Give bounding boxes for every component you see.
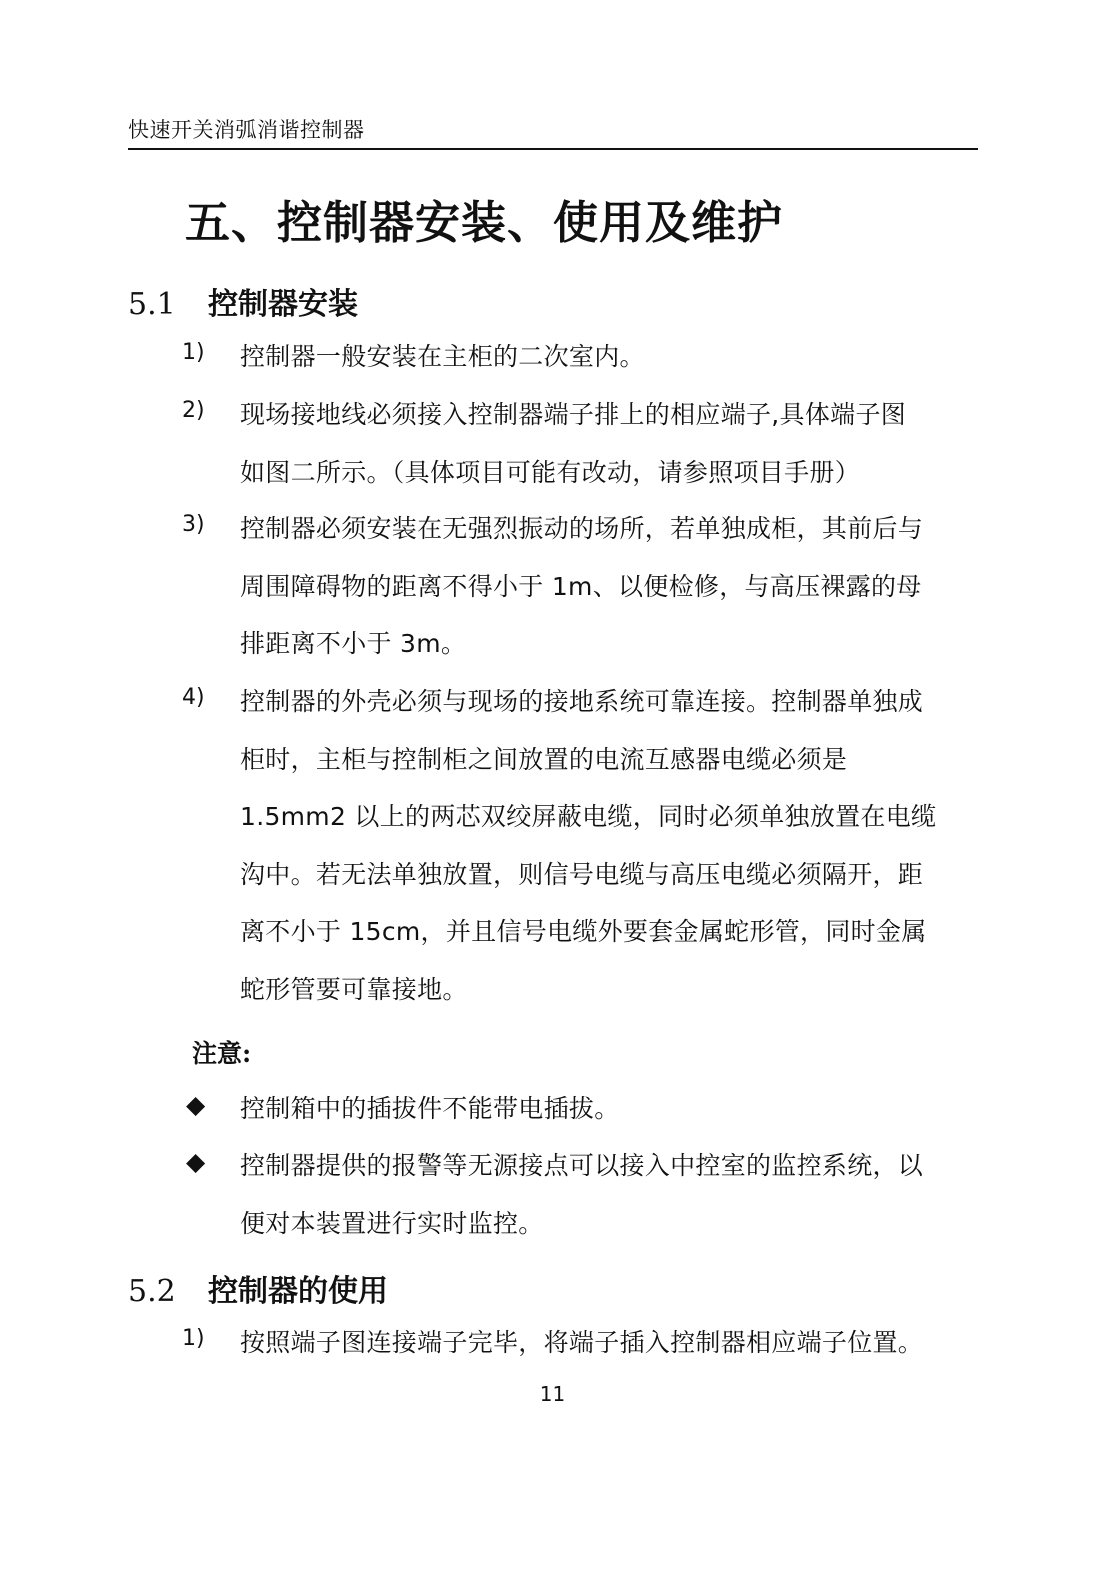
list-item: [182, 328, 982, 386]
list-item-text: 控制器一般安装在主柜的二次室内。: [240, 342, 645, 371]
chapter-title: 五、控制器安装、使用及维护: [185, 196, 784, 249]
diamond-bullet-icon: ◆: [186, 1090, 206, 1119]
page-header: [128, 112, 978, 150]
page-number: 11: [539, 1382, 566, 1406]
note-label: 注意:: [192, 1039, 252, 1068]
header-title: 快速开关消弧消谐控制器: [128, 118, 365, 142]
list-item-text: 控制器必须安装在无强烈振动的场所，若单独成柜，其前后与 周围障碍物的距离不得小于 1m、以便检修，与高压裸露的母 排距离不小于 3m。: [240, 514, 924, 658]
list-marker: 4): [182, 685, 205, 710]
list-item: [182, 386, 982, 501]
section-heading-5-2: [128, 1266, 388, 1310]
list-marker: 1): [182, 1326, 205, 1351]
section-number: 5.2: [128, 1274, 176, 1309]
bullet-item: [184, 1080, 984, 1138]
diamond-bullet-icon: ◆: [186, 1147, 206, 1176]
list-item-text: 控制器的外壳必须与现场的接地系统可靠连接。控制器单独成 柜时，主柜与控制柜之间放置的电流互感器电缆必须是 1.5mm2 以上的两芯双绞屏蔽电缆，同时必须单独放置在电缆 沟中。若无法单独放置，则信号电缆与高压电缆必须隔开，距 离不小于 15cm，并且信号电缆外要套金属蛇形管，同时金属 蛇形管要可靠接地。: [240, 687, 937, 1004]
section-title: 控制器安装: [208, 287, 358, 322]
list-item: [182, 500, 982, 673]
bullet-item: [184, 1137, 984, 1252]
list-item-text: 现场接地线必须接入控制器端子排上的相应端子,具体端子图 如图二所示。（具体项目可能有改动，请参照项目手册）: [240, 400, 907, 487]
list-item: [182, 1314, 982, 1372]
section-number: 5.1: [128, 287, 176, 322]
list-item-text: 按照端子图连接端子完毕，将端子插入控制器相应端子位置。: [240, 1328, 924, 1357]
section-title: 控制器的使用: [208, 1274, 388, 1309]
list-marker: 1): [182, 340, 205, 365]
list-item: [182, 673, 982, 1018]
list-marker: 3): [182, 512, 205, 537]
bullet-text: 控制器提供的报警等无源接点可以接入中控室的监控系统，以 便对本装置进行实时监控。: [240, 1151, 924, 1238]
list-marker: 2): [182, 398, 205, 423]
section-heading-5-1: [128, 279, 358, 323]
bullet-text: 控制箱中的插拔件不能带电插拔。: [240, 1094, 620, 1123]
